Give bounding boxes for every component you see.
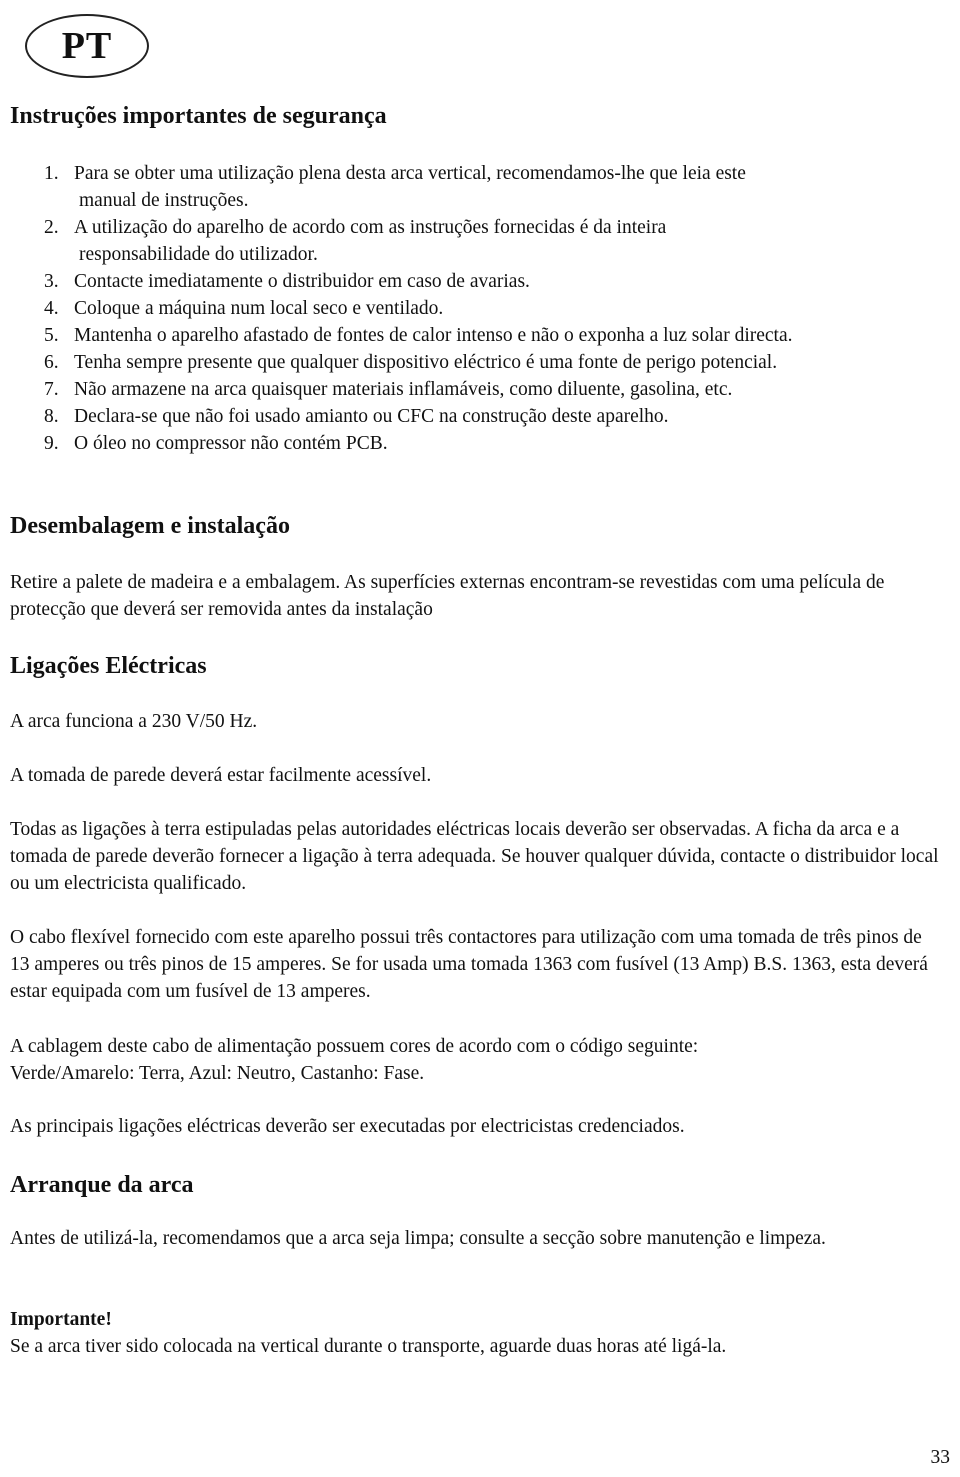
list-item-text: Tenha sempre presente que qualquer dispositivo eléctrico é uma fonte de perigo potencial. <box>74 352 778 373</box>
unpacking-paragraph: Retire a palete de madeira e a embalagem. As superfícies externas encontram-se revestidas com uma película de protecção que deverá ser removida antes da instalação <box>10 572 885 620</box>
electrical-socket-paragraph: A tomada de parede deverá estar facilmente acessível. <box>10 765 432 786</box>
list-item-text: Não armazene na arca quaisquer materiais inflamáveis, como diluente, gasolina, etc. <box>74 379 733 400</box>
electrical-voltage-paragraph: A arca funciona a 230 V/50 Hz. <box>10 711 258 732</box>
list-item-number: 4. <box>44 298 59 319</box>
list-item-text: Contacte imediatamente o distribuidor em caso de avarias. <box>74 271 530 292</box>
list-item-text: O óleo no compressor não contém PCB. <box>74 433 388 454</box>
list-item-number: 3. <box>44 271 59 292</box>
list-item-text: Declara-se que não foi usado amianto ou CFC na construção deste aparelho. <box>74 406 669 427</box>
list-item <box>44 376 954 403</box>
list-item-text: A utilização do aparelho de acordo com as instruções fornecidas é da inteira <box>74 217 667 238</box>
list-item-number: 9. <box>44 433 59 454</box>
page-number: 33 <box>930 1447 950 1468</box>
list-item-text: Coloque a máquina num local seco e ventilado. <box>74 298 444 319</box>
electrical-heading: Ligações Eléctricas <box>10 653 207 679</box>
electrical-earthing-paragraph: Todas as ligações à terra estipuladas pelas autoridades eléctricas locais deverão ser observadas. A ficha da arca e a tomada de parede deverão fornecer a ligação à terra adequada. Se houver qualquer dúvida, contacte o distribuidor local ou um electricista qualificado. <box>10 819 939 894</box>
electrical-wiring-paragraph <box>10 1033 950 1087</box>
important-label: Importante! <box>10 1309 112 1330</box>
electrical-cable-paragraph: O cabo flexível fornecido com este aparelho possui três contactores para utilização com uma tomada de três pinos de 13 amperes ou três pinos de 15 amperes. Se for usada uma tomada 1363 com fusível (13 Amp) B.S. 1363, esta deverá estar equipada com um fusível de 13 amperes. <box>10 927 928 1002</box>
list-item-number: 1. <box>44 163 59 184</box>
list-item-continuation: manual de instruções. <box>79 190 249 211</box>
list-item <box>44 349 954 376</box>
list-item <box>44 295 954 322</box>
important-text: Se a arca tiver sido colocada na vertical durante o transporte, aguarde duas horas até ligá-la. <box>10 1336 727 1357</box>
unpacking-heading: Desembalagem e instalação <box>10 513 290 539</box>
list-item <box>44 403 954 430</box>
important-note <box>10 1306 950 1360</box>
list-item-number: 5. <box>44 325 59 346</box>
list-item-text: Para se obter uma utilização plena desta arca vertical, recomendamos-lhe que leia este <box>74 163 746 184</box>
language-badge <box>25 14 149 78</box>
list-item <box>44 268 954 295</box>
wiring-line-1: A cablagem deste cabo de alimentação possuem cores de acordo com o código seguinte: <box>10 1036 699 1057</box>
list-item-number: 8. <box>44 406 59 427</box>
list-item-continuation: responsabilidade do utilizador. <box>79 244 318 265</box>
list-item-number: 7. <box>44 379 59 400</box>
wiring-line-2: Verde/Amarelo: Terra, Azul: Neutro, Castanho: Fase. <box>10 1063 425 1084</box>
electrical-credentials-paragraph: As principais ligações eléctricas deverão ser executadas por electricistas credenciados. <box>10 1116 685 1137</box>
list-item-number: 6. <box>44 352 59 373</box>
list-item <box>44 430 954 457</box>
language-badge-label: PT <box>61 25 113 67</box>
list-item <box>44 322 954 349</box>
list-item <box>44 160 954 214</box>
list-item-number: 2. <box>44 217 59 238</box>
list-item-text: Mantenha o aparelho afastado de fontes de calor intenso e não o exponha a luz solar directa. <box>74 325 793 346</box>
list-item <box>44 214 954 268</box>
startup-heading: Arranque da arca <box>10 1172 194 1198</box>
safety-list <box>44 160 954 457</box>
safety-heading: Instruções importantes de segurança <box>10 103 387 129</box>
startup-paragraph: Antes de utilizá-la, recomendamos que a arca seja limpa; consulte a secção sobre manutenção e limpeza. <box>10 1228 826 1249</box>
